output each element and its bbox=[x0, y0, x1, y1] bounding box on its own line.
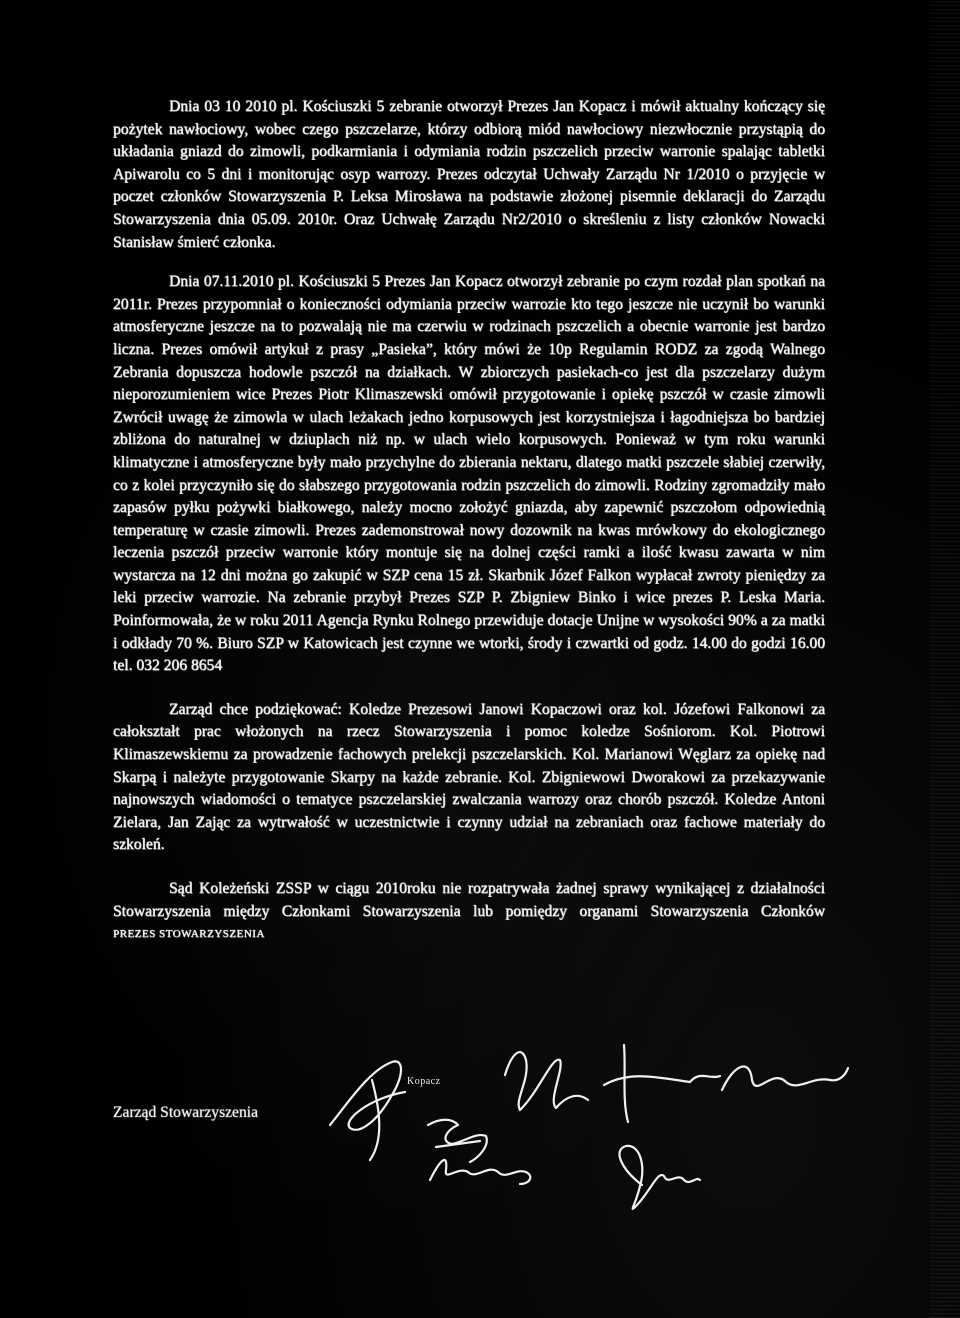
signature-kopacz bbox=[330, 1061, 405, 1160]
paragraph-november-meeting: Dnia 07.11.2010 pl. Kościuszki 5 Prezes Jan Kopacz otworzył zebranie po czym rozdał plan spotkań na 2011r. Prezes przypomniał o konieczności odymiania przeciw warrozie kto tego jeszcze nie uczynił bo warunki atmosferyczne jeszcze na to pozwalają nie ma czerwiu w rodzinach pszczelich a obecnie warronie jest bardzo liczna. Prezes omówił artykuł z prasy „Pasieka”, który mówi że 10p Regulamin RODZ za zgodą Walnego Zebrania dopuszcza hodowle pszczół na działkach. W zbiorczych pasiekach-co jest dla pszczelarzy dużym nieporozumieniem wice Prezes Piotr Klimaszewski omówił przygotowanie i opiekę pszczół w czasie zimowli Zwrócił uwagę że zimowla w ulach leżakach jedno korpusowych jest korzystniejsza i łagodniejsza bo bardziej zbliżona do naturalnej w dziuplach niż np. w ulach wielo korpusowych. Ponieważ w tym roku warunki klimatyczne i atmosferyczne były mało przychylne do zbierania nektaru, dlatego matki pszczele słabiej czerwiły, co z kolei przyczyniło się do słabszego przygotowania rodzin pszczelich do zimowli. Rodziny zgromadziły mało zapasów pyłku pożywki białkowego, należy mocno zołożyć gniazda, aby zapewnić pszczołom odpowiednią temperaturę w czasie zimowli. Prezes zademonstrował nowy dozownik na kwas mrówkowy do ekologicznego leczenia pszczół przeciw warronie który montuje się na dolnej części ramki a ilość kwasu zawarta w nim wystarcza na 12 dni można go zakupić w SZP cena 15 zł. Skarbnik Józef Falkon wypłacał zwroty pieniędzy za leki przeciw warrozie. Na zebranie przybył Prezes SZP P. Zbigniew Binko i wice prezes P. Leska Maria. Poinformowała, że w roku 2011 Agencja Rynku Rolnego przewiduje dotacje Unijne w wysokości 90% a za matki i odkłady 70 %. Biuro SZP w Katowicach jest czynne we wtorki, środy i czwartki od godz. 14.00 do godzi 16.00 tel. 032 206 8654 bbox=[113, 273, 825, 675]
signature-nowinski bbox=[604, 1045, 848, 1122]
paragraph-acknowledgements: Zarząd chce podziękować: Koledze Prezesowi Janowi Kopaczowi oraz kol. Józefowi Falkonowi za całokształt prac włożonych na rzecz Stowarzyszenia i pomoc koledze Sośniorom. Kol. Piotrowi Klimaszewskiemu za prowadzenie fachowych prelekcji pszczelarskich. Kol. Marianowi Węglarz za opiekę nad Skarpą i należyte przygotowanie Skarpy na każde zebranie. Kol. Zbigniewowi Dworakowi za przekazywanie najnowszych wiadomości o tematyce pszczelarskiej zwalczania warrozy oraz chorób pszczół. Koledze Antoni Zielara, Jan Zając za wytrwałość w uczestnictwie i czynny udział na zebraniach oraz fachowe materiały do szkoleń. bbox=[113, 700, 825, 854]
signature-weglarz bbox=[505, 1052, 588, 1110]
signature-grusik bbox=[619, 1146, 700, 1209]
stamp-name: Kopacz bbox=[407, 1076, 441, 1087]
president-stamp: PREZES STOWARZYSZENIA bbox=[113, 928, 265, 941]
paragraph-october-meeting: Dnia 03 10 2010 pl. Kościuszki 5 zebranie otworzył Prezes Jan Kopacz i mówił aktualny kończący się pożytek nawłociowy, wobec czego pszczelarze, którzy odbiorą miód nawłociowy niezwłocznie przystąpią do układania gniazd do zimowli, podkarmiania i odymiania rodzin pszczelich przeciw warronie spalając tabletki Apiwarolu co 5 dni i monitorując osyp warrozy. Prezes odczytał Uchwały Zarządu Nr 1/2010 o przyjęcie w poczet członków Stowarzyszenia P. Leksa Mirosława na podstawie złożonej pisemnie deklaracji do Zarządu Stowarzyszenia dnia 05.09. 2010r. Oraz Uchwałę Zarządu Nr2/2010 o skreśleniu z listy członków Nowacki Stanisław śmierć członka. bbox=[113, 98, 825, 251]
peer-court-text: Sąd Koleżeński ZSSP w ciągu 2010roku nie rozpatrywała żadnej sprawy wynikającej z działalności Stowarzyszenia między Członkami Stowarzyszenia lub pomiędzy organami Stowarzyszenia Członków bbox=[113, 880, 825, 920]
signature-falkon bbox=[430, 1160, 530, 1184]
board-label: Zarząd Stowarzyszenia bbox=[113, 1104, 259, 1121]
signature-klys bbox=[428, 1120, 487, 1162]
